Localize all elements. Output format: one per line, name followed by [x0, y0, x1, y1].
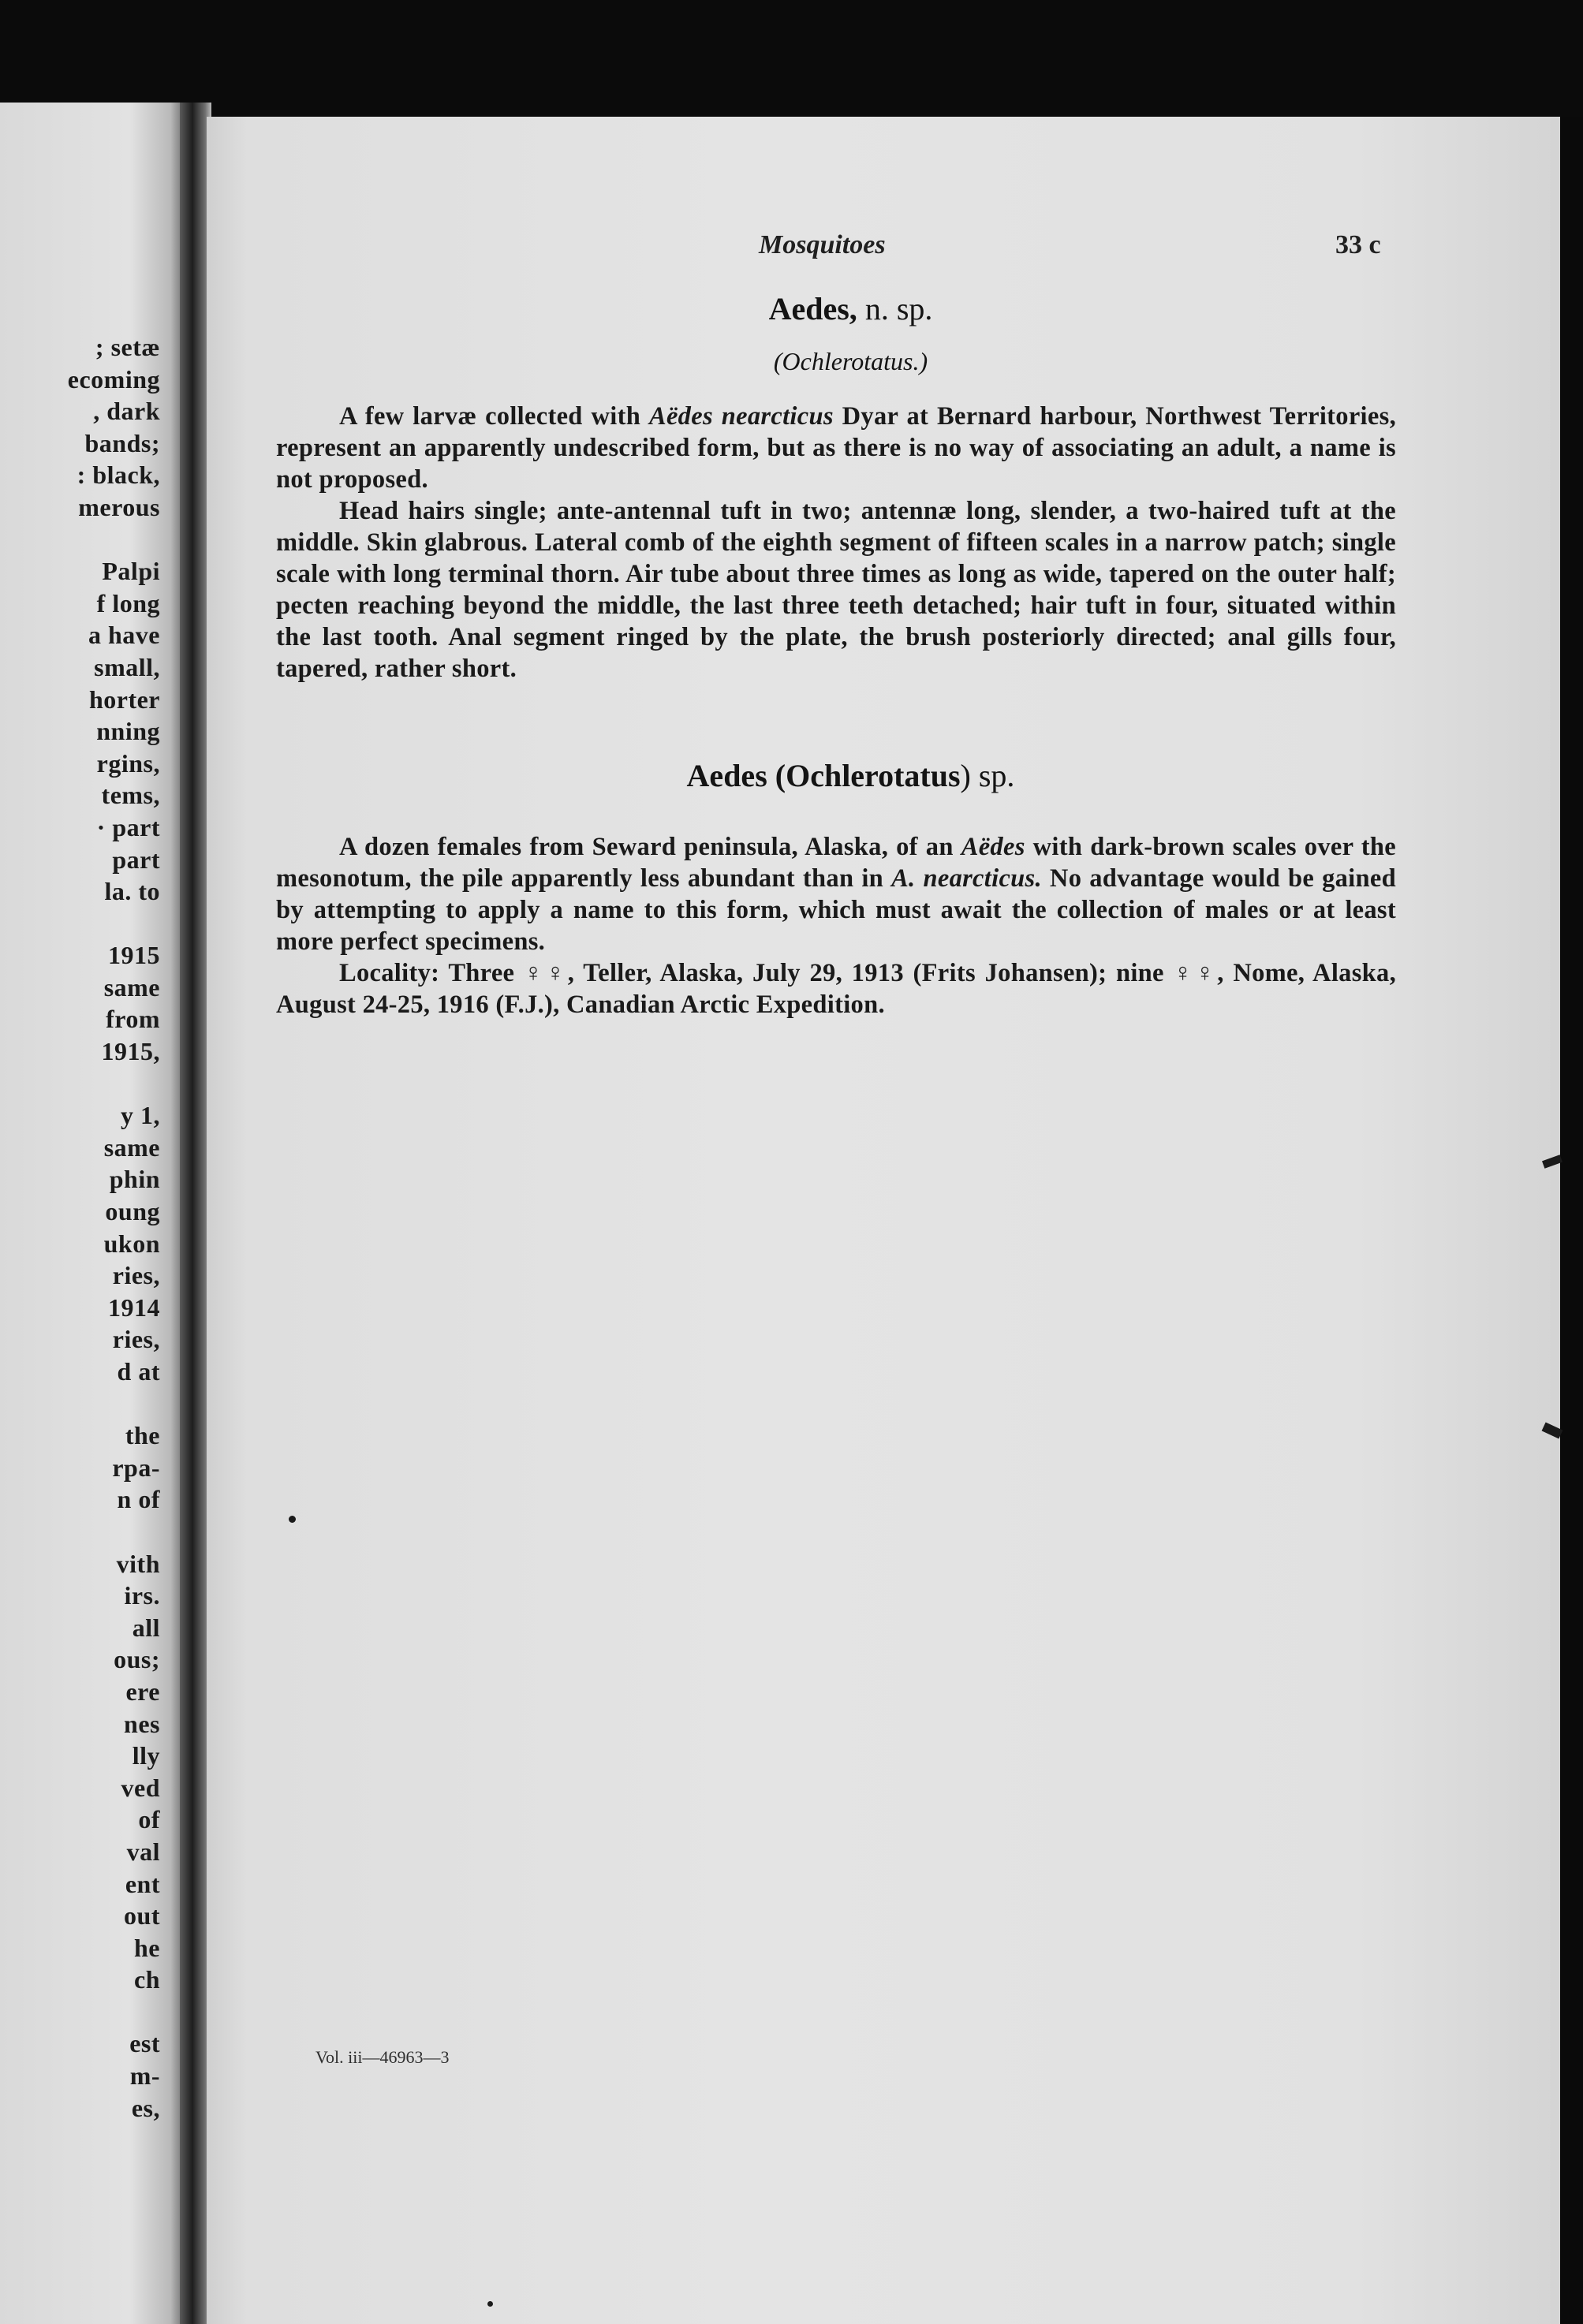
text-run: A few larvæ collected with	[339, 402, 649, 431]
text-run: Dyar at Bernard harbour, Northwest Territories, represent an apparently undescribed form, but as there is no way of associating an adult, a name is not proposed.	[276, 402, 1396, 494]
text-run: A dozen females from Seward peninsula, Alaska, of an	[339, 833, 961, 861]
text-run: with dark-brown scales over the mesonotum, the pile apparently less abundant than in	[276, 833, 1396, 893]
page-number: 33 c	[1335, 230, 1381, 259]
heading-part: Ochlerotatus	[786, 758, 961, 793]
text-run: No advantage would be gained by attempting to apply a name to this form, which must await the collection of males or at least more perfect specimens.	[276, 864, 1396, 956]
heading-rest: n. sp.	[857, 291, 933, 326]
paragraph	[276, 401, 1396, 495]
species-name: A. nearcticus.	[891, 864, 1042, 893]
running-title: Mosquitoes	[759, 230, 886, 259]
footer-reference: Vol. iii—46963—3	[315, 2047, 450, 2067]
heading-bold: Aedes,	[768, 291, 857, 326]
paragraph: Locality: Three ♀♀, Teller, Alaska, July 29, 1913 (Frits Johansen); nine ♀♀, Nome, Alaska, August 24-25, 1916 (F.J.), Canadian Arctic Expedition.	[276, 959, 1396, 1019]
species-name: Aëdes nearcticus	[648, 402, 834, 431]
section-heading-aedes-n-sp	[0, 290, 1583, 327]
page-edge	[1560, 117, 1583, 2324]
subgenus-label: (Ochlerotatus.)	[773, 347, 928, 375]
heading-part: Aedes (	[686, 758, 786, 793]
paragraph	[276, 831, 1396, 957]
facing-page-text: ; setæ ecoming , dark bands; : black, merous Palpi f long a have small, horter nning rgins, tems, · part part la. to 1915 same from 1915, y 1, same phin oung ukon ries, 1914 ries, d at the rpa- n of vith irs. all ous; ere nes lly ved of val ent out he ch est m- es,	[67, 333, 160, 2122]
section-heading-aedes-ochlerotatus-sp	[0, 757, 1583, 794]
facing-page	[0, 103, 185, 2324]
paragraph: Head hairs single; ante-antennal tuft in two; antennæ long, slender, a two-haired tuft at the middle. Skin glabrous. Lateral comb of the eighth segment of fifteen scales in a narrow patch; single scale with long terminal thorn. Air tube about three times as long as wide, tapered on the outer half; pecten reaching beyond the middle, the last three teeth detached; hair tuft in four, situated within the last tooth. Anal segment ringed by the plate, the brush posteriorly directed; anal gills four, tapered, rather short.	[276, 497, 1396, 683]
genus-name: Aëdes	[961, 833, 1025, 861]
speck-mark	[487, 2301, 493, 2307]
speck-mark	[289, 1516, 296, 1523]
heading-part: ) sp.	[960, 758, 1015, 793]
section-1-body	[276, 401, 1396, 685]
section-2-body	[276, 831, 1396, 1020]
